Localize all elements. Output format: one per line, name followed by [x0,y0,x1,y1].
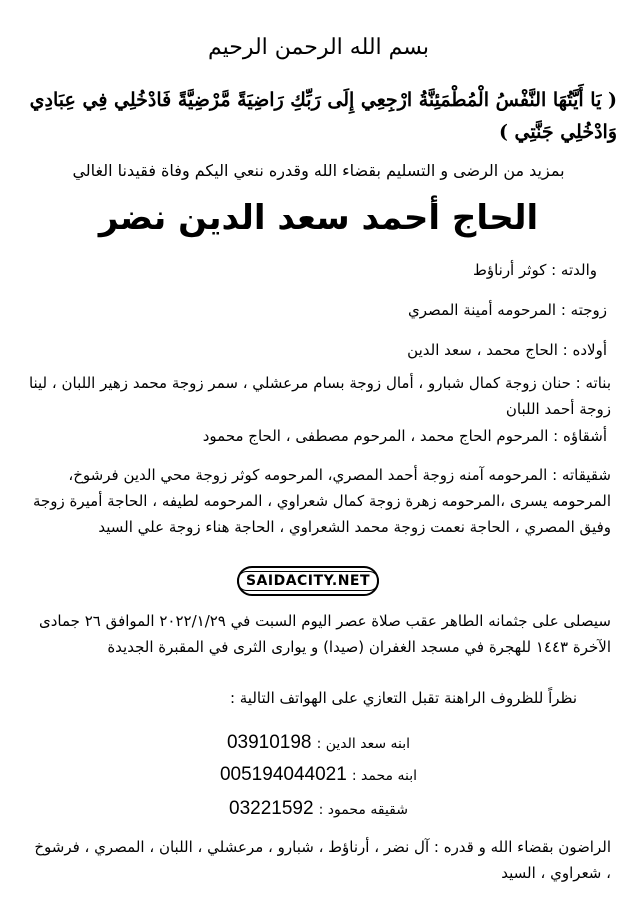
wife-line: زوجته : المرحومه أمينة المصري [408,301,607,319]
phone-entry [0,798,637,820]
phone-number: 005194044021 [219,764,347,785]
phone-number: 03910198 [226,732,312,753]
phone-label: ابنه محمد : [351,768,418,784]
daughters-line: بناته : حنان زوجة كمال شبارو ، أمال زوجة بسام مرعشلي ، سمر زوجة محمد زهير اللبان ، لينا زوجة أحمد اللبان [28,374,611,418]
phone-entry [0,732,637,754]
phone-number: 03221592 [229,798,314,819]
intro-line: بمزيد من الرضى و التسليم بقضاء الله وقدره ننعي اليكم وفاة فقيدنا الغالي [72,161,565,180]
funeral-details: سيصلى على جثمانه الطاهر عقب صلاة عصر اليوم السبت في ٢٠٢٢/١/٢٩ الموافق ٢٦ جمادى الآخرة ١٤٤٣ للهجرة في مسجد الغفران (صيدا) و يوارى الثرى في المقبرة الجديدة [38,612,611,656]
condolences-intro: نظراً للظروف الراهنة تقبل التعازي على الهواتف التالية : [229,689,577,707]
phone-entry [0,764,637,786]
children-line: أولاده : الحاج محمد ، سعد الدين [407,341,607,359]
brothers-line: أشقاؤه : المرحوم الحاج محمد ، المرحوم مصطفى ، الحاج محمود [202,427,607,445]
quran-verse: ( يَا أَيَّتُهَا النَّفْسُ الْمُطْمَئِنَّةُ ارْجِعِي إِلَى رَبِّكِ رَاضِيَةً مَّرْضِيَّةً فَادْخُلِي فِي عِبَادِي وَادْخُلِي جَنَّتِي ) [29,89,617,143]
mother-line: والدته : كوثر أرناؤط [472,261,597,279]
watermark-text: SAIDACITY.NET [237,571,379,591]
watermark-logo [237,566,379,596]
phone-label: شقيقه محمود : [318,802,408,818]
deceased-name: الحاج أحمد سعد الدين نضر [98,198,539,238]
phone-label: ابنه سعد الدين : [316,736,411,752]
basmala: بسم الله الرحمن الرحيم [207,35,430,60]
bereaved-families: الراضون بقضاء الله و قدره : آل نضر ، أرناؤط ، شبارو ، مرعشلي ، اللبان ، المصري ، فرشوخ ، شعراوي ، السيد [34,838,611,882]
sisters-line: شقيقاته : المرحومه آمنه زوجة أحمد المصري، المرحومه كوثر زوجة محي الدين فرشوخ، المرحومه يسرى ،المرحومه زهرة زوجة كمال شعراوي ، المرحومه لطيفه ، الحاجة أميرة زوجة وفيق المصري ، الحاجة نعمت زوجة محمد الشعراوي ، الحاجة هناء زوجة علي السيد [32,466,611,536]
